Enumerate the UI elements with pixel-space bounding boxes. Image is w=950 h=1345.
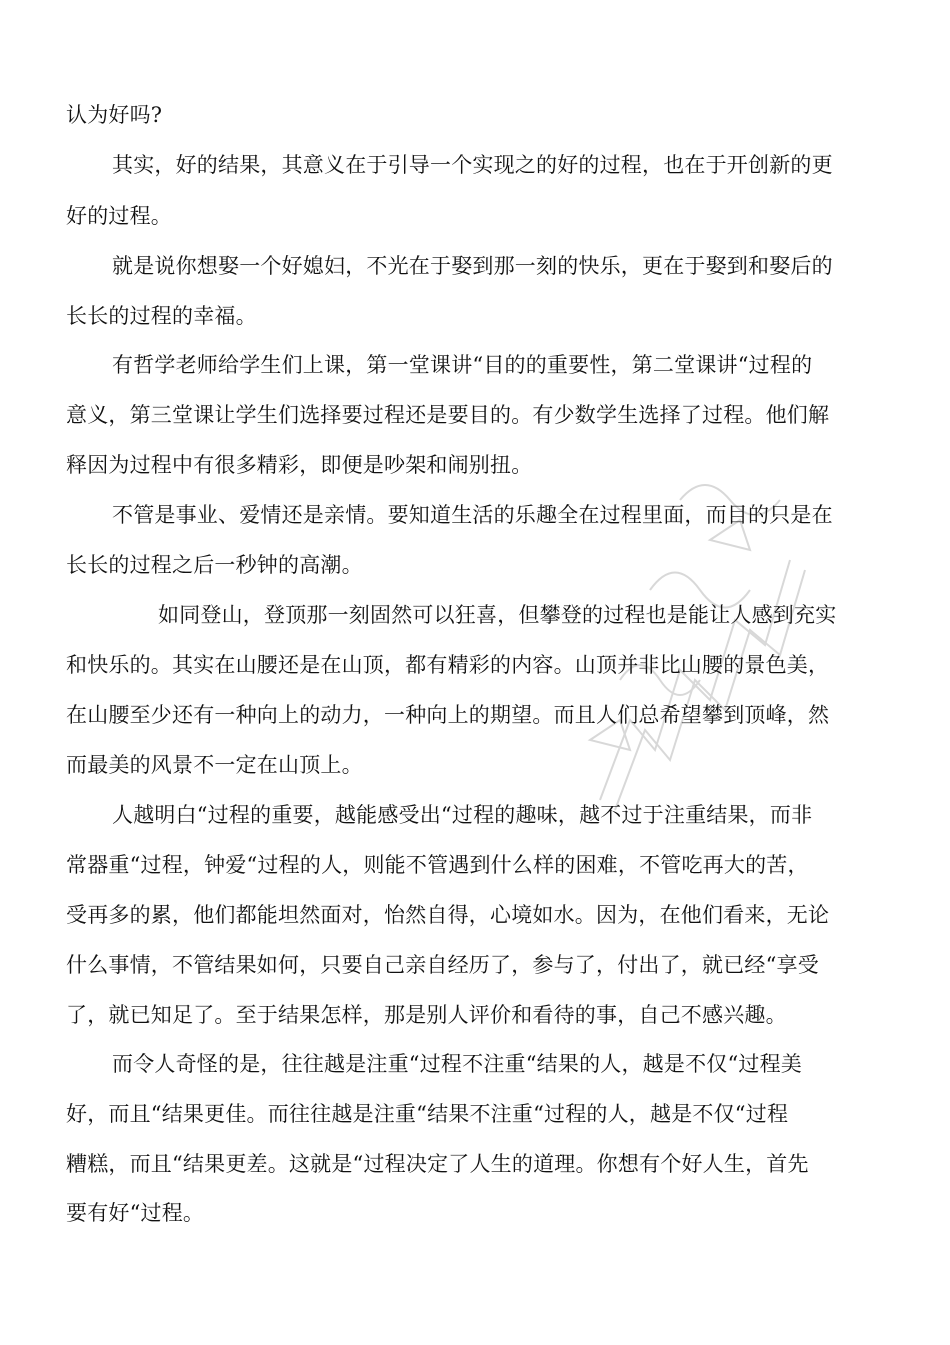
text-line: 什么事情，不管结果如何，只要自己亲自经历了，参与了，付出了，就已经“享受: [66, 953, 819, 977]
text-line: 意义，第三堂课让学生们选择要过程还是要目的。有少数学生选择了过程。他们解: [66, 403, 830, 427]
text-line: 糟糕，而且“结果更差。这就是“过程决定了人生的道理。你想有个好人生，首先: [66, 1152, 809, 1176]
paragraph-start: 而令人奇怪的是，往往越是注重“过程不注重“结果的人，越是不仅“过程美: [112, 1052, 803, 1076]
paragraph-start: 有哲学老师给学生们上课，第一堂课讲“目的的重要性，第二堂课讲“过程的: [112, 353, 813, 377]
paragraph-start: 不管是事业、爱情还是亲情。要知道生活的乐趣全在过程里面，而目的只是在: [112, 503, 833, 527]
text-line: 要有好“过程。: [66, 1201, 205, 1225]
text-line: 在山腰至少还有一种向上的动力，一种向上的期望。而且人们总希望攀到顶峰，然: [66, 703, 830, 727]
paragraph-start: 就是说你想娶一个好媳妇，不光在于娶到那一刻的快乐，更在于娶到和娶后的: [112, 254, 833, 278]
paragraph-start: 其实，好的结果，其意义在于引导一个实现之的好的过程，也在于开创新的更: [112, 153, 833, 177]
text-line: 释因为过程中有很多精彩，即便是吵架和闹别扭。: [66, 453, 533, 477]
text-line: 受再多的累，他们都能坦然面对，怡然自得，心境如水。因为，在他们看来，无论: [66, 903, 830, 927]
text-line: 长长的过程的幸福。: [66, 304, 257, 328]
paragraph-start: 如同登山，登顶那一刻固然可以狂喜，但攀登的过程也是能让人感到充实: [158, 603, 837, 627]
text-line: 长长的过程之后一秒钟的高潮。: [66, 553, 363, 577]
text-line: 认为好吗?: [66, 103, 163, 127]
text-line: 而最美的风景不一定在山顶上。: [66, 753, 363, 777]
text-line: 常器重“过程，钟爱“过程的人，则能不管遇到什么样的困难，不管吃再大的苦，: [66, 853, 809, 877]
text-line: 了，就已知足了。至于结果怎样，那是别人评价和看待的事，自己不感兴趣。: [66, 1003, 787, 1027]
text-line: 好，而且“结果更佳。而往往越是注重“结果不注重“过程的人，越是不仅“过程: [66, 1102, 789, 1126]
paragraph-start: 人越明白“过程的重要，越能感受出“过程的趣味，越不过于注重结果，而非: [112, 803, 813, 827]
text-line: 好的过程。: [66, 204, 172, 228]
text-line: 和快乐的。其实在山腰还是在山顶，都有精彩的内容。山顶并非比山腰的景色美，: [66, 653, 830, 677]
